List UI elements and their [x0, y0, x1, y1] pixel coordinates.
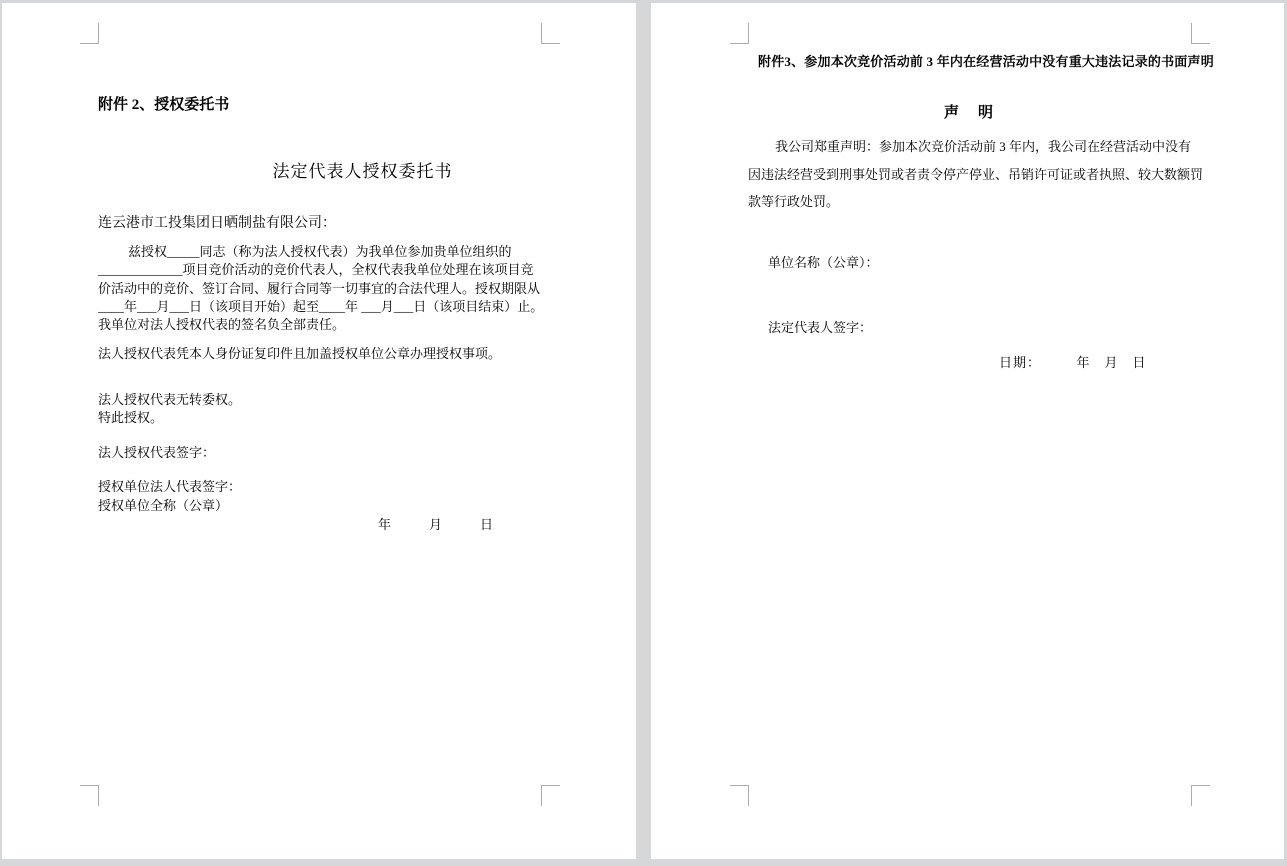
- crop-mark-top-right-icon: [1191, 23, 1210, 44]
- body-line: _____________项目竞价活动的竞价代表人，全权代表我单位处理在该项目竞: [98, 262, 534, 278]
- unit-name-seal-label: 单位名称（公章）：: [768, 255, 879, 270]
- rep-signature-label: 法人授权代表签字：: [98, 445, 216, 460]
- date-blank-line: 日期： 年 月 日: [999, 355, 1147, 370]
- salutation-company-line: 连云港市工投集团日晒制盐有限公司：: [98, 216, 336, 231]
- id-copy-note-line: 法人授权代表凭本人身份证复印件且加盖授权单位公章办理授权事项。: [98, 346, 502, 361]
- crop-mark-bottom-left-icon: [80, 785, 99, 806]
- body-line: 兹授权_____同志（称为法人授权代表）为我单位参加贵单位组织的: [128, 244, 512, 259]
- crop-mark-bottom-right-icon: [1191, 785, 1210, 806]
- legal-rep-signature-label: 法定代表人签字：: [768, 320, 873, 335]
- attachment-2-heading: 附件 2、授权委托书: [98, 97, 230, 113]
- page-right: [651, 3, 1284, 859]
- declaration-title: 声 明: [943, 105, 995, 121]
- unit-full-name-label: 授权单位全称（公章）: [98, 498, 229, 513]
- no-sub-delegation-line: 法人授权代表无转委权。: [98, 392, 242, 407]
- hereby-authorize-line: 特此授权。: [98, 410, 164, 425]
- body-line: 价活动中的竞价、签订合同、履行合同等一切事宜的合法代理人。授权期限从: [98, 280, 541, 296]
- body-line: 我公司郑重声明：参加本次竞价活动前 3 年内，我公司在经营活动中没有: [775, 139, 1192, 154]
- crop-mark-bottom-right-icon: [541, 785, 560, 806]
- date-blank-line: 年 月 日: [378, 517, 498, 532]
- body-line: ____年___月___日（该项目开始）起至____年 ___月___日（该项目结束）止。: [98, 298, 544, 314]
- attachment-3-heading: 附件3、参加本次竞价活动前 3 年内在经营活动中没有重大违法记录的书面声明: [758, 54, 1214, 69]
- declaration-body-paragraph: [748, 133, 1204, 216]
- body-line: 款等行政处罚。: [748, 194, 840, 210]
- crop-mark-top-left-icon: [730, 23, 749, 44]
- authorization-body-paragraph: [98, 243, 544, 334]
- crop-mark-top-left-icon: [80, 23, 99, 44]
- body-line: 我单位对法人授权代表的签名负全部责任。: [98, 317, 346, 333]
- page-left: [2, 3, 636, 859]
- body-line: 因违法经营受到刑事处罚或者责令停产停业、吊销许可证或者执照、较大数额罚: [748, 166, 1204, 182]
- crop-mark-top-right-icon: [541, 23, 560, 44]
- crop-mark-bottom-left-icon: [730, 785, 749, 806]
- unit-rep-signature-label: 授权单位法人代表签字：: [98, 479, 242, 494]
- power-of-attorney-title: 法定代表人授权委托书: [272, 162, 453, 181]
